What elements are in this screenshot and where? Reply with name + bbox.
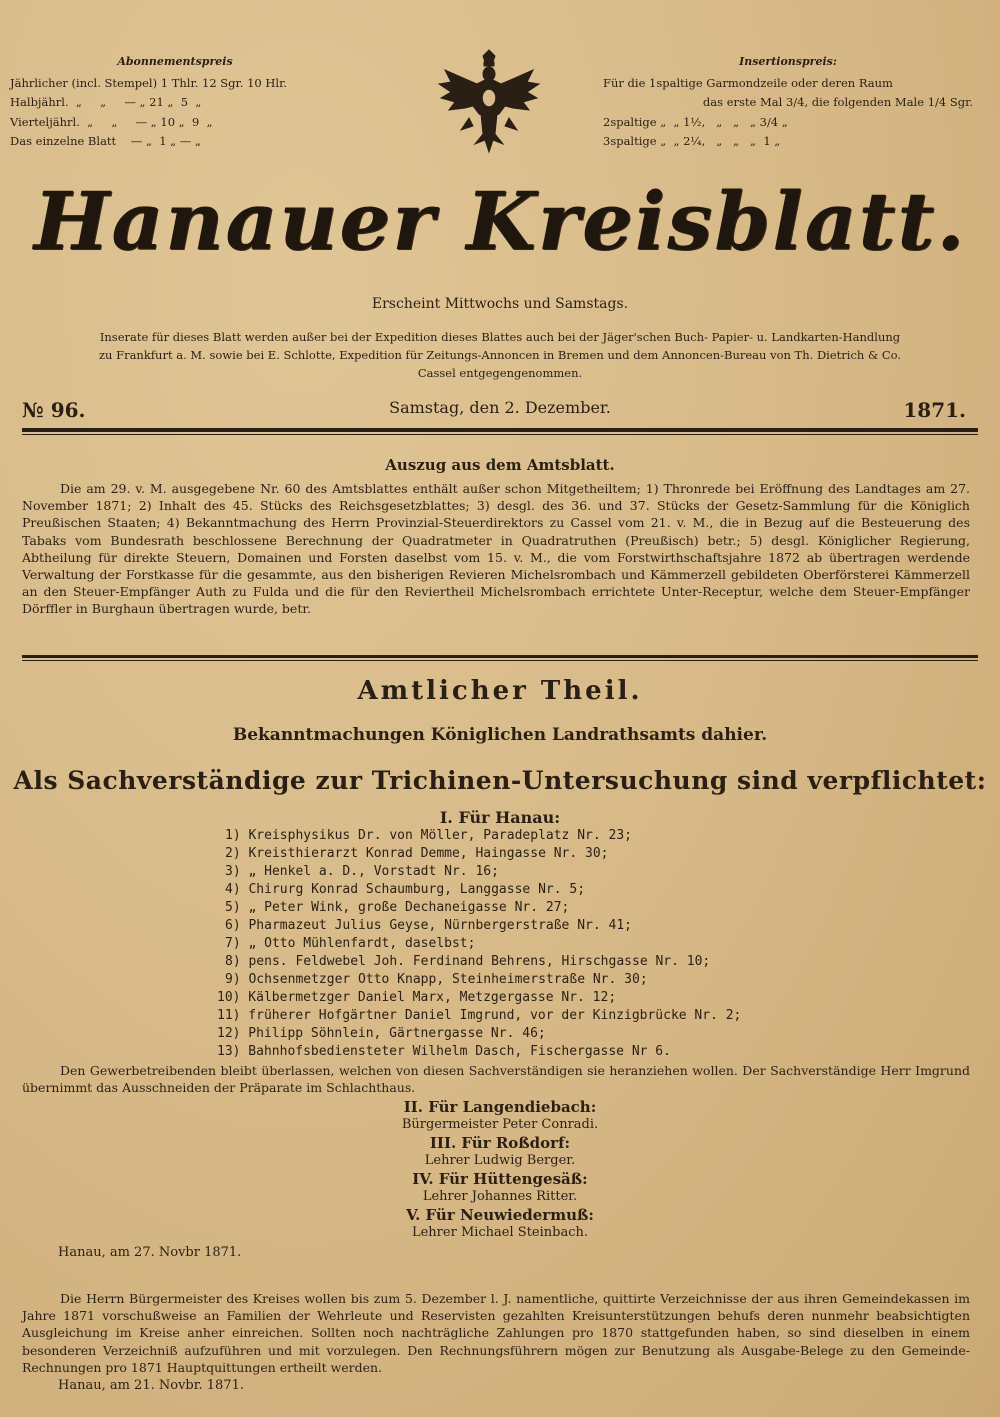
- signoff: Hanau, am 27. Novbr 1871.: [58, 1245, 242, 1260]
- section-heading: Amtlicher Theil.: [357, 676, 643, 706]
- insertion-row: das erste Mal 3/4, die folgenden Male 1/4 Sgr.: [702, 95, 973, 109]
- section-person: Lehrer Michael Steinbach.: [411, 1225, 589, 1240]
- section-heading-rossdorf: III. Für Roßdorf:: [429, 1134, 571, 1152]
- subscription-row: Vierteljährl. „ „ — „ 10 „ 9 „: [10, 114, 213, 129]
- section-person: Bürgermeister Peter Conradi.: [401, 1117, 599, 1132]
- subscription-title: Abonnementspreis: [117, 55, 233, 68]
- prussian-eagle-icon: [433, 48, 545, 160]
- notice-title: Als Sachverständige zur Trichinen-Untersuchung sind verpflichtet:: [13, 766, 987, 795]
- signoff: Hanau, am 21. Novbr. 1871.: [58, 1378, 244, 1393]
- hanau-heading: I. Für Hanau:: [439, 808, 561, 827]
- section-heading-huettengesaess: IV. Für Hüttengesäß:: [412, 1170, 588, 1188]
- divider: [22, 428, 978, 432]
- section-person: Lehrer Johannes Ritter.: [422, 1189, 578, 1204]
- subscription-row: Halbjährl. „ „ — „ 21 „ 5 „: [10, 95, 202, 109]
- insertion-title: Insertionspreis:: [739, 55, 837, 68]
- divider: [22, 655, 978, 658]
- list-item: 11) früherer Hofgärtner Daniel Imgrund, vor der Kinzigbrücke Nr. 2;: [217, 1008, 742, 1023]
- subscription-row: Das einzelne Blatt — „ 1 „ — „: [10, 134, 201, 148]
- subscription-box: [10, 52, 340, 152]
- publication-frequency: Erscheint Mittwochs und Samstags.: [371, 296, 629, 312]
- section-person: Lehrer Ludwig Berger.: [424, 1153, 576, 1168]
- section-heading-neuwiedermuss: V. Für Neuwiedermuß:: [406, 1206, 594, 1224]
- list-item: 13) Bahnhofsbediensteter Wilhelm Dasch, Fischergasse Nr 6.: [217, 1044, 671, 1059]
- section-subheading: Bekanntmachungen Königlichen Landrathsamts dahier.: [232, 725, 768, 745]
- auszug-text: Die am 29. v. M. ausgegebene Nr. 60 des Amtsblattes enthält außer schon Mitgetheiltem; 1) Thronrede bei Eröffnung des Landtages am 27. November 1871; 2) Inhalt des 45. Stücks des Reichsgesetzblattes; 3) desgl. des 36. und 37. Stücks der Gesetz-Sammlung für die Königlich Preußischen Staaten; 4) Bekanntmachung des Herrn Provinzial-Steuerdirektors zu Cassel vom 21. v. M., die in Bezug auf die Besteuerung des Tabaks vom Bundesrath beschlossene Berechnung der Quadratmeter in Quadratruthen (Preußisch) betr.; 5) desgl. Königlicher Regierung, Abtheilung für direkte Steuern, Domainen und Forsten daselbst vom 15. v. M., die vom Forstwirthschaftsjahre 1872 ab übertragen werdende Verwaltung der Forstkasse für die gesammte, aus den bisherigen Revieren Michelsrombach und Kämmerzell gebildeten Oberförsterei Kämmerzell an den Steuer-Empfänger Auth zu Fulda und die für den Reviertheil Michelsrombach errichtete Unter-Receptur, welche dem Steuer-Empfänger Dörffler in Burghaun übertragen wurde, betr.: [22, 481, 970, 617]
- hanau-note: Den Gewerbetreibenden bleibt überlassen, welchen von diesen Sachverständigen sie heranziehen wollen. Der Sachverständige Herr Imgrund übernimmt das Ausschneiden der Präparate im Schlachthaus.: [22, 1063, 970, 1096]
- list-item: 9) Ochsenmetzger Otto Knapp, Steinheimerstraße Nr. 30;: [225, 972, 648, 987]
- list-item: 6) Pharmazeut Julius Geyse, Nürnbergerstraße Nr. 41;: [225, 918, 632, 933]
- list-item: 3) „ Henkel a. D., Vorstadt Nr. 16;: [225, 864, 499, 879]
- insertion-row: 3spaltige „ „ 2¼, „ „ „ 1 „: [603, 134, 781, 148]
- list-item: 7) „ Otto Mühlenfardt, daselbst;: [225, 936, 476, 951]
- notice-text: Die Herrn Bürgermeister des Kreises wollen bis zum 5. Dezember l. J. namentliche, quittirte Verzeichnisse der aus ihren Gemeindekassen im Jahre 1871 vorschußweise an Familien der Wehrleute und Reservisten gezahlten Kreisunterstützungen behufs deren nunmehr beabsichtigten Ausgleichung im Kreise anher einreichen. Sollten noch nachträgliche Zahlungen pro 1870 stattgefunden haben, so sind dieselben in einem besonderen Verzeichniß aufzuführen und mit vorzulegen. Den Rechnungsführern mögen zur Benutzung als Ausgabe-Belege zu den Gemeinde-Rechnungen pro 1871 Hauptquittungen ertheilt werden.: [22, 1291, 970, 1375]
- insertion-row: 2spaltige „ „ 1½, „ „ „ 3/4 „: [603, 114, 788, 129]
- notice-line: Cassel entgegengenommen.: [417, 366, 583, 380]
- notice-line: Inserate für dieses Blatt werden außer bei der Expedition dieses Blattes auch bei der Jäger'schen Buch- Papier- u. Landkarten-Handlung: [99, 330, 901, 344]
- list-item: 5) „ Peter Wink, große Dechaneigasse Nr. 27;: [225, 900, 570, 915]
- divider: [22, 434, 978, 435]
- list-item: 8) pens. Feldwebel Joh. Ferdinand Behrens, Hirschgasse Nr. 10;: [225, 954, 711, 969]
- list-item: 10) Kälbermetzger Daniel Marx, Metzgergasse Nr. 12;: [217, 990, 617, 1005]
- divider: [22, 660, 978, 661]
- insertion-box: [603, 52, 973, 152]
- notice-line: zu Frankfurt a. M. sowie bei E. Schlotte, Expedition für Zeitungs-Annoncen in Bremen und dem Annoncen-Bureau von Th. Dietrich & Co.: [98, 348, 902, 362]
- issue-year: 1871.: [903, 398, 966, 422]
- auszug-heading: Auszug aus dem Amtsblatt.: [385, 456, 615, 474]
- list-item: 2) Kreisthierarzt Konrad Demme, Haingasse Nr. 30;: [225, 846, 609, 861]
- insertion-row: Für die 1spaltige Garmondzeile oder deren Raum: [603, 75, 893, 90]
- issue-row: [22, 398, 978, 422]
- issue-number: № 96.: [22, 398, 86, 422]
- subscription-row: Jährlicher (incl. Stempel) 1 Thlr. 12 Sgr. 10 Hlr.: [10, 75, 287, 90]
- list-item: 1) Kreisphysikus Dr. von Möller, Paradeplatz Nr. 23;: [225, 828, 632, 843]
- list-item: 4) Chirurg Konrad Schaumburg, Langgasse Nr. 5;: [225, 882, 586, 897]
- section-heading-langendiebach: II. Für Langendiebach:: [403, 1098, 597, 1116]
- masthead-title: Hanauer Kreisblatt.: [33, 174, 967, 268]
- list-item: 12) Philipp Söhnlein, Gärtnergasse Nr. 46;: [217, 1026, 546, 1041]
- issue-date: Samstag, den 2. Dezember.: [389, 398, 611, 417]
